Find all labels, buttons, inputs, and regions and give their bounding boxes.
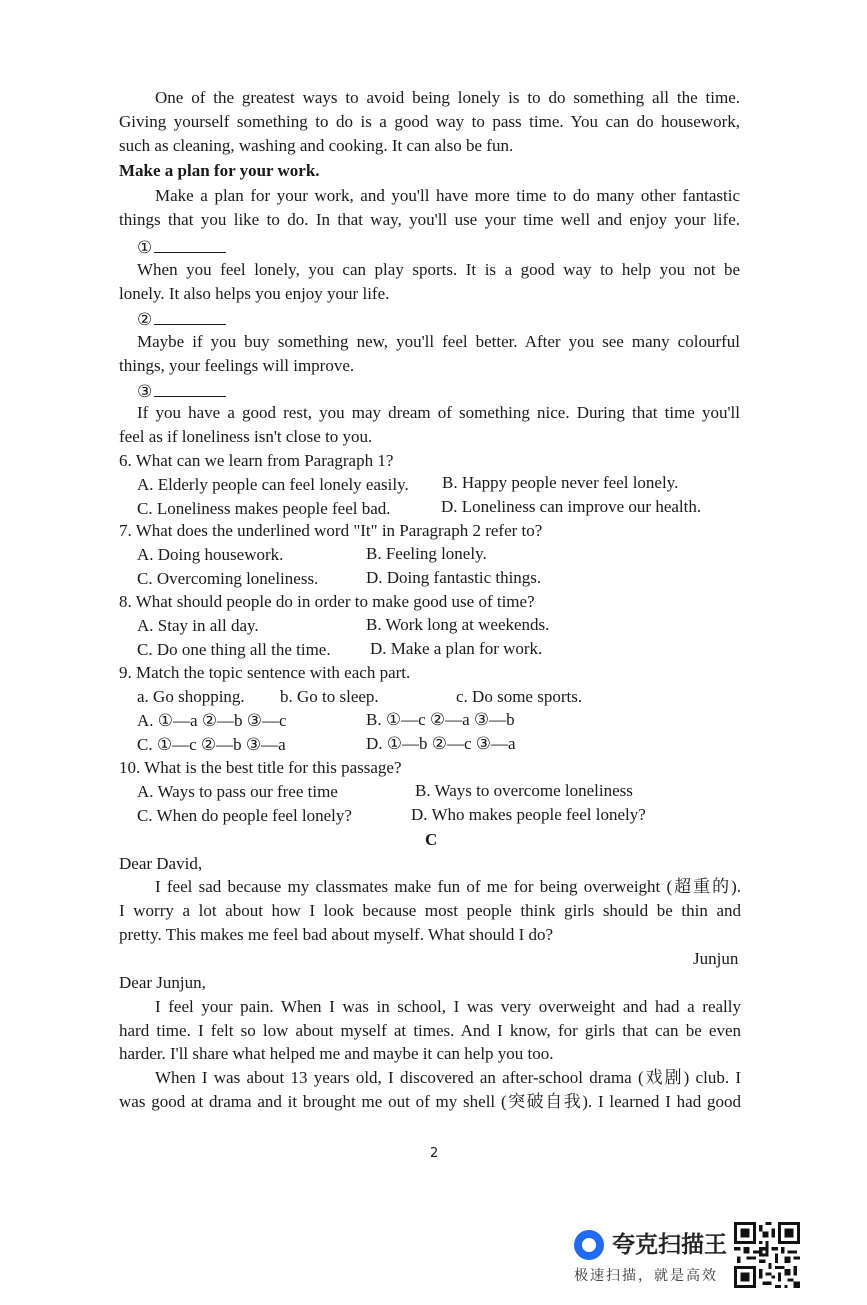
option-c: C. Overcoming loneliness. [137,569,319,588]
paragraph-line: When I was about 13 years old, I discovered an after-school drama (戏剧) club. I [155,1068,741,1087]
question-stem: 6. What can we learn from Paragraph 1? [119,451,394,470]
scanner-watermark [570,1226,730,1290]
option-b: B. Feeling lonely. [366,544,487,563]
paragraph-line: harder. I'll share what helped me and maybe it can help you too. [119,1044,554,1063]
option-c: C. Loneliness makes people feel bad. [137,499,391,518]
question-stem: 9. Match the topic sentence with each part. [119,663,411,682]
option-d: D. ①—b ②—c ③—a [366,734,516,753]
option-d: D. Who makes people feel lonely? [411,805,646,824]
option-c: C. Do one thing all the time. [137,640,331,659]
answer-blank-line [154,234,226,253]
option-c: C. When do people feel lonely? [137,806,352,825]
letter-signature: Junjun [693,949,739,968]
question-stem: 8. What should people do in order to make good use of time? [119,592,535,611]
match-choice: a. Go shopping. [137,687,245,706]
paragraph-line: pretty. This makes me feel bad about myself. What should I do? [119,925,554,944]
option-b: B. Happy people never feel lonely. [442,473,679,492]
paragraph-line: things that you like to do. In that way, you'll use your time well and enjoy your life. [119,210,740,229]
option-b: B. Ways to overcome loneliness [415,781,633,800]
option-d: D. Doing fantastic things. [366,568,542,587]
paragraph-line: Maybe if you buy something new, you'll feel better. After you see many colourful [137,332,740,351]
page-number: 2 [430,1146,439,1161]
question-stem: 7. What does the underlined word "It" in Paragraph 2 refer to? [119,521,543,540]
letter-greeting: Dear Junjun, [119,973,206,992]
option-a: A. Stay in all day. [137,616,259,635]
option-b: B. Work long at weekends. [366,615,550,634]
blank-number: ① [137,238,153,257]
option-d: D. Make a plan for work. [370,639,543,658]
answer-blank-line [154,378,226,397]
paragraph-line: I feel your pain. When I was in school, I was very overweight and had a really [155,997,741,1016]
paragraph-line: I worry a lot about how I look because most people think girls should be thin and [119,901,741,920]
watermark-slogan: 极速扫描，就是高效 [574,1268,718,1284]
question-stem: 10. What is the best title for this passage? [119,758,402,777]
section-heading: Make a plan for your work. [119,161,320,180]
blank-2 [137,306,226,332]
option-a: A. Elderly people can feel lonely easily. [137,475,409,494]
paragraph-line: such as cleaning, washing and cooking. It can also be fun. [119,136,514,155]
letter-greeting: Dear David, [119,854,203,873]
paragraph-line: If you have a good rest, you may dream of something nice. During that time you'll [137,403,740,422]
paragraph-line: feel as if loneliness isn't close to you. [119,427,373,446]
option-d: D. Loneliness can improve our health. [441,497,702,516]
option-a: A. Doing housework. [137,545,284,564]
option-c: C. ①—c ②—b ③—a [137,735,286,754]
paragraph-line: Make a plan for your work, and you'll have more time to do many other fantastic [155,186,740,205]
paragraph-line: hard time. I felt so low about myself at times. And I know, for girls that can be even [119,1021,741,1040]
blank-1 [137,234,226,260]
paragraph-line: lonely. It also helps you enjoy your life. [119,284,390,303]
option-b: B. ①—c ②—a ③—b [366,710,515,729]
match-choice: b. Go to sleep. [280,687,379,706]
match-choice: c. Do some sports. [456,687,583,706]
quark-logo-icon [574,1230,604,1260]
paragraph-line: was good at drama and it brought me out of my shell (突破自我). I learned I had good [119,1092,741,1111]
answer-blank-line [154,306,226,325]
blank-number: ② [137,310,153,329]
watermark-brand-name: 夸克扫描王 [612,1232,727,1258]
option-a: A. Ways to pass our free time [137,782,338,801]
qr-code-icon [734,1222,800,1288]
blank-number: ③ [137,382,153,401]
option-a: A. ①—a ②—b ③—c [137,711,287,730]
section-label: C [425,830,438,849]
paragraph-line: When you feel lonely, you can play sports. It is a good way to help you not be [137,260,740,279]
paragraph-line: things, your feelings will improve. [119,356,355,375]
paragraph-line: I feel sad because my classmates make fun of me for being overweight (超重的). [155,877,741,896]
paragraph-line: Giving yourself something to do is a good way to pass time. You can do housework, [119,112,740,131]
paragraph-line: One of the greatest ways to avoid being lonely is to do something all the time. [155,88,740,107]
